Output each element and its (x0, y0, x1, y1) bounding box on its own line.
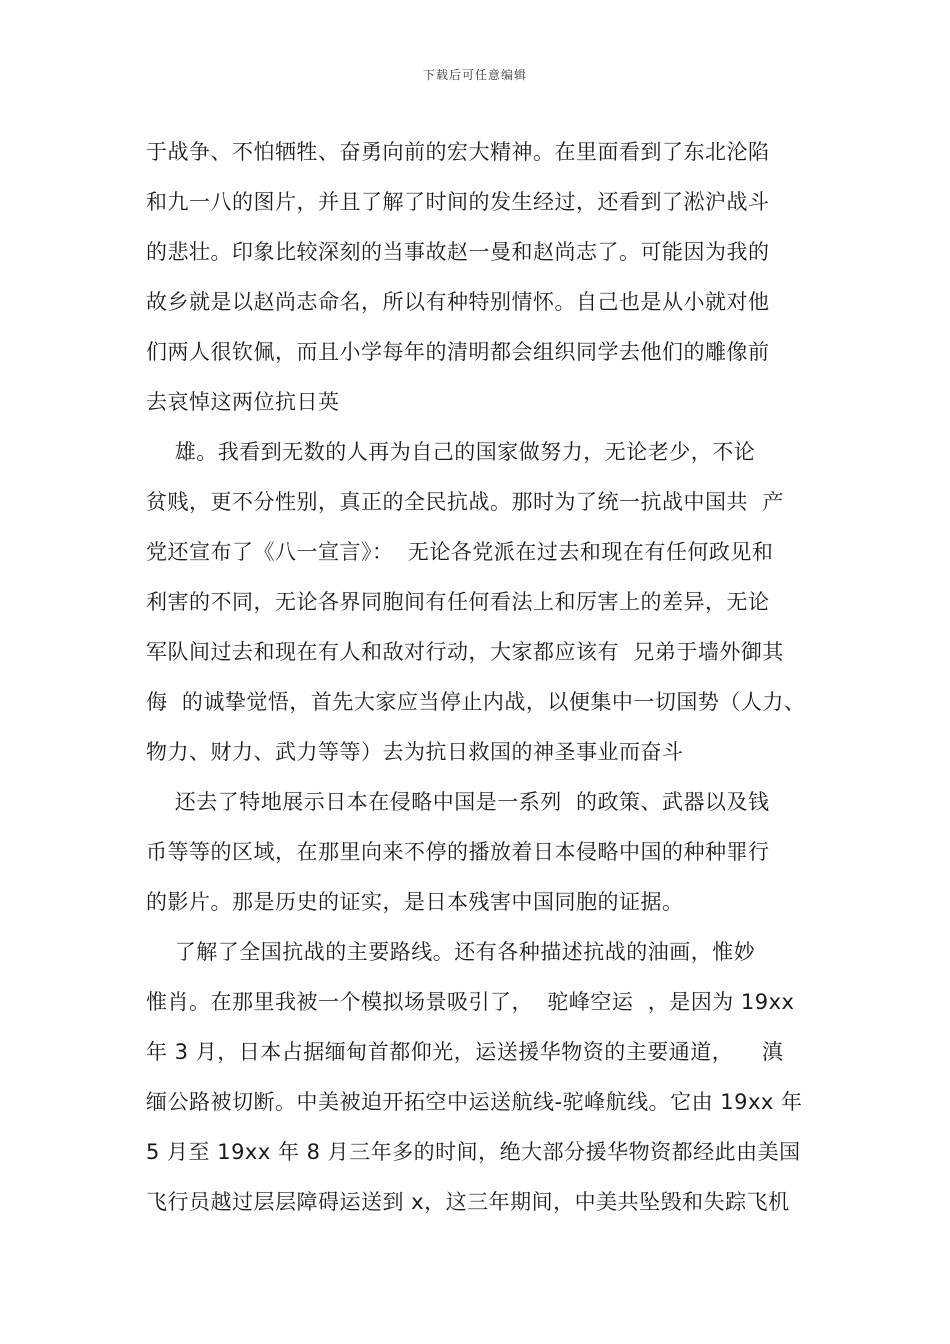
text-line: 币等等的区域，在那里向来不停的播放着日本侵略中国的种种罪行 (146, 840, 770, 864)
text-line: 故乡就是以赵尚志命名，所以有种特别情怀。自己也是从小就对他 (146, 290, 770, 314)
text-line: 物力、财力、武力等等）去为抗日救国的神圣事业而奋斗 (146, 740, 684, 764)
page-header: 下载后可任意编辑 (422, 68, 527, 82)
text-line: 贫贱，更不分性别，真正的全民抗战。那时为了统一抗战中国共 产 (146, 490, 784, 514)
text-line: 于战争、不怕牺牲、奋勇向前的宏大精神。在里面看到了东北沦陷 (146, 140, 770, 164)
text-line: 利害的不同，无论各界同胞间有任何看法上和厉害上的差异，无论 (146, 590, 770, 614)
text-line: 去哀悼这两位抗日英 (146, 390, 340, 414)
document-body (146, 132, 826, 1232)
text-line: 的影片。那是历史的证实，是日本残害中国同胞的证据。 (146, 890, 684, 914)
text-line: 缅公路被切断。中美被迫开拓空中运送航线-驼峰航线。它由 19xx 年 (146, 1090, 803, 1114)
text-line: 和九一八的图片，并且了解了时间的发生经过，还看到了淞沪战斗 (146, 190, 770, 214)
text-line: 5 月至 19xx 年 8 月三年多的时间，绝大部分援华物资都经此由美国 (146, 1140, 801, 1164)
text-line: 还去了特地展示日本在侵略中国是一系列 的政策、武器以及钱 (146, 790, 770, 814)
text-line: 党还宣布了《八一宣言》： 无论各党派在过去和现在有任何政见和 (146, 540, 774, 564)
text-line: 飞行员越过层层障碍运送到 x，这三年期间，中美共坠毁和失踪飞机 (146, 1190, 790, 1214)
text-line: 军队间过去和现在有人和敌对行动，大家都应该有 兄弟于墙外御其 (146, 640, 784, 664)
text-line: 的悲壮。印象比较深刻的当事故赵一曼和赵尚志了。可能因为我的 (146, 240, 770, 264)
text-line: 们两人很钦佩，而且小学每年的清明都会组织同学去他们的雕像前 (146, 340, 770, 364)
text-line: 惟肖。在那里我被一个模拟场景吸引了， 驼峰空运 ，是因为 19xx (146, 990, 795, 1014)
text-line: 侮 的诚挚觉悟，首先大家应当停止内战，以便集中一切国势（人力、 (146, 690, 806, 714)
text-line: 了解了全国抗战的主要路线。还有各种描述抗战的油画，惟妙 (146, 940, 756, 964)
text-line: 雄。我看到无数的人再为自己的国家做努力，无论老少，不论 (146, 440, 756, 464)
text-line: 年 3 月，日本占据缅甸首都仰光，运送援华物资的主要通道， 滇 (146, 1040, 784, 1064)
